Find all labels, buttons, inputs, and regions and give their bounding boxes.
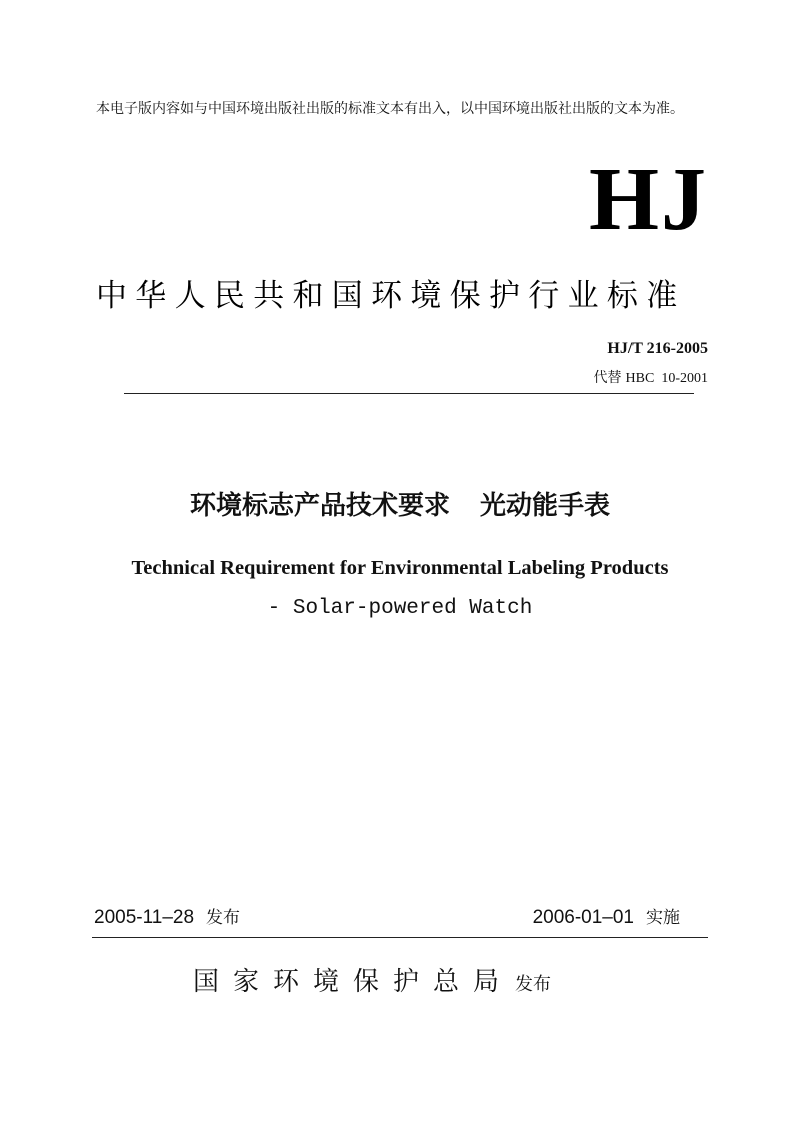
english-title-line1: Technical Requirement for Environmental Labeling Products (131, 557, 669, 579)
replaces-label: 代替 (593, 371, 622, 386)
effective-date: 2006-01–01 (532, 907, 634, 928)
replaces-code: HBC (625, 371, 655, 386)
effective-date-block (533, 903, 680, 932)
replaces-code-year: 10-2001 (661, 371, 708, 386)
publisher-name: 国家环境保护总局 (193, 967, 514, 997)
footer-divider (92, 937, 708, 938)
header-divider (124, 393, 694, 394)
issue-date: 2005-11–28 (94, 907, 195, 928)
effective-label: 实施 (646, 908, 680, 928)
chinese-title (0, 486, 800, 526)
publisher-label: 发布 (515, 974, 552, 995)
industry-standard-title: 中华人民共和国环境保护行业标准 (96, 278, 686, 314)
english-title-line2: - Solar-powered Watch (267, 597, 533, 620)
chinese-title-main: 环境标志产品技术要求 (189, 491, 450, 521)
issue-date-block (94, 903, 240, 932)
replaces-standard (594, 368, 708, 390)
chinese-title-sub: 光动能手表 (480, 491, 611, 521)
issue-label: 发布 (206, 908, 241, 928)
standard-logo: HJ (588, 150, 708, 249)
publisher-line (193, 960, 551, 1007)
disclaimer-note: 本电子版内容如与中国环境出版社出版的标准文本有出入，以中国环境出版社出版的文本为准。 (96, 101, 684, 117)
standard-number: HJ/T 216-2005 (607, 340, 708, 357)
